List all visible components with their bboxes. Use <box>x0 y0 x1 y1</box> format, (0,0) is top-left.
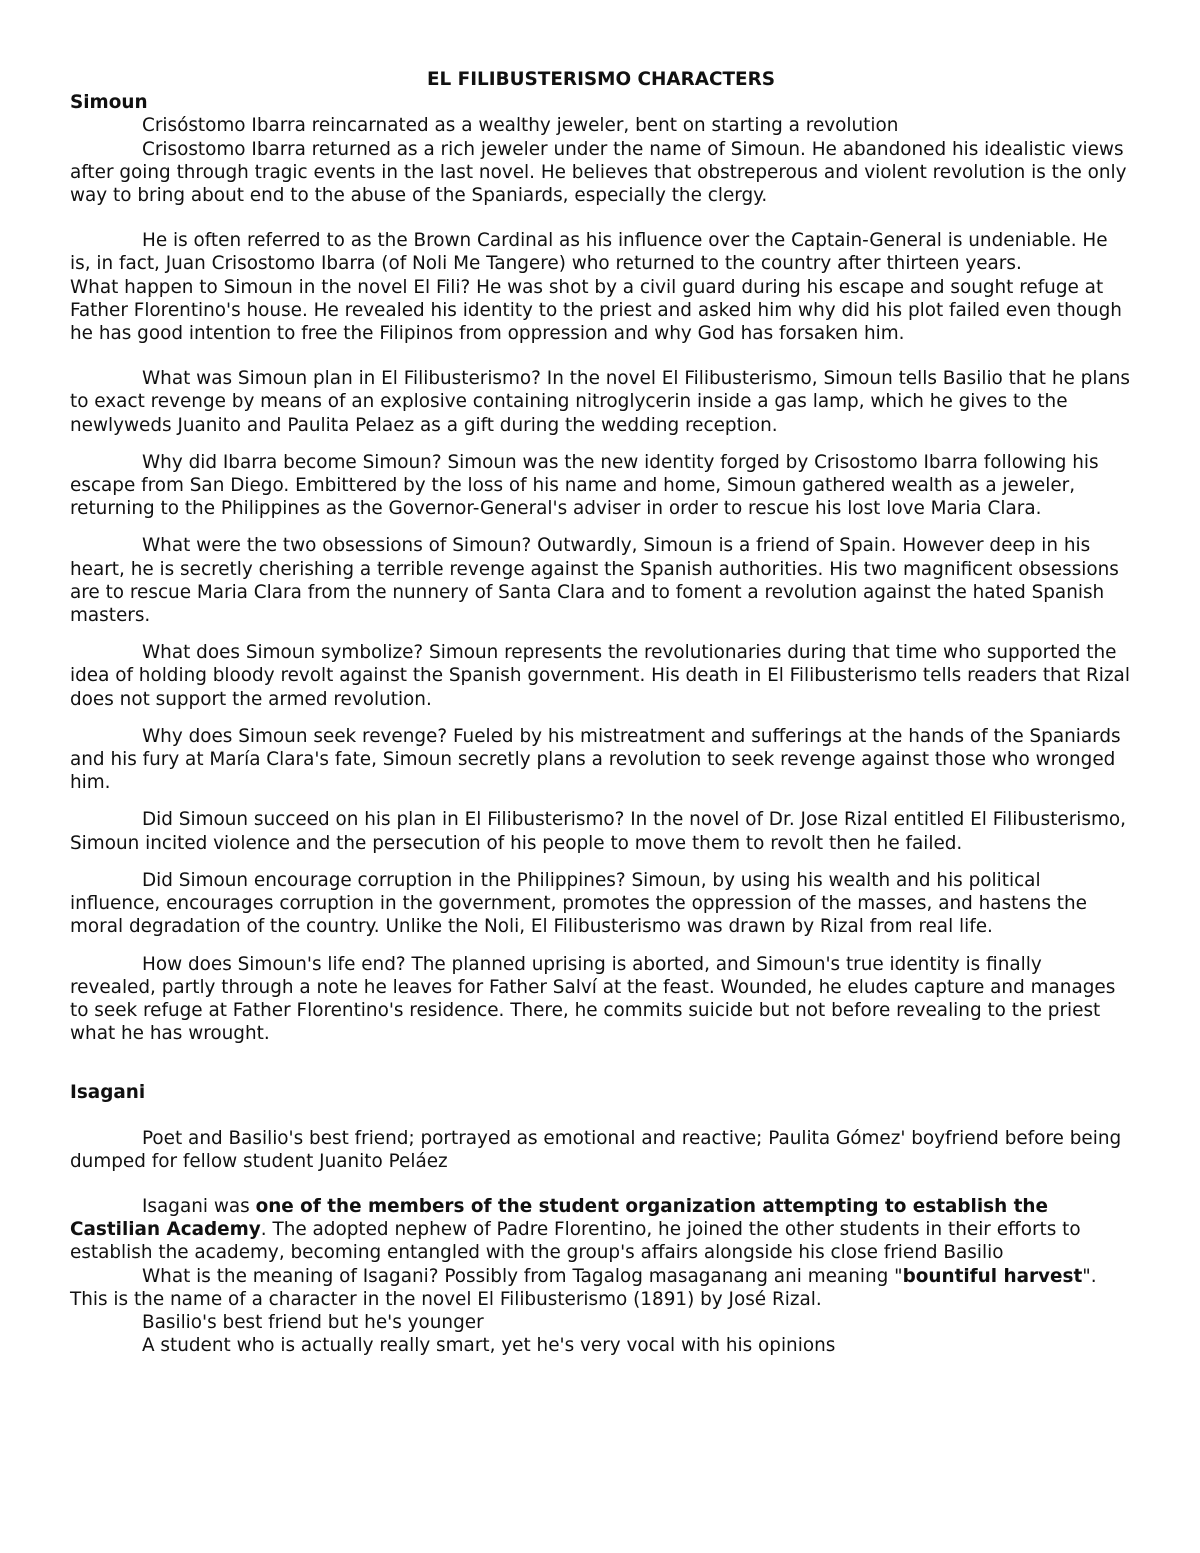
document-page <box>70 68 1132 1357</box>
simoun-paragraph: Why does Simoun seek revenge? Fueled by his mistreatment and sufferings at the hands of the Spaniards and his fury at María Clara's fate, Simoun secretly plans a revolution to seek revenge against those who wronged him. <box>70 725 1121 794</box>
isagani-summary: Poet and Basilio's best friend; portrayed as emotional and reactive; Paulita Gómez' boyfriend before being dumped for fellow student Juanito Peláez <box>70 1127 1122 1172</box>
isagani-p3-bold: bountiful harvest <box>902 1265 1083 1287</box>
simoun-summary: Crisóstomo Ibarra reincarnated as a wealthy jeweler, bent on starting a revolution <box>142 115 899 137</box>
isagani-p3-text: What is the meaning of Isagani? Possibly from Tagalog masaganang ani meaning " <box>142 1265 903 1287</box>
simoun-paragraph: What were the two obsessions of Simoun? Outwardly, Simoun is a friend of Spain. However deep in his heart, he is secretly cherishing a terrible revenge against the Spanish authorities. His two magnificent obsessions are to rescue Maria Clara from the nunnery of Santa Clara and to foment a revolution against the hated Spanish masters. <box>70 535 1119 627</box>
section-heading-isagani: Isagani <box>70 1082 146 1104</box>
isagani-p2-text-end: . The adopted nephew of Padre Florentino, he joined the other students in their efforts to establish the academy, becoming entangled with the group's affairs alongside his close friend Basilio <box>70 1219 1081 1264</box>
section-heading-simoun: Simoun <box>70 92 148 114</box>
simoun-paragraph: What was Simoun plan in El Filibusterismo? In the novel El Filibusterismo, Simoun tells Basilio that he plans to exact revenge by means of an explosive containing nitroglycerin inside a gas lamp, which he gives to the newlyweds Juanito and Paulita Pelaez as a gift during the wedding reception. <box>70 368 1130 436</box>
simoun-paragraph: He is often referred to as the Brown Cardinal as his influence over the Captain-General is undeniable. He is, in fact, Juan Crisostomo Ibarra (of Noli Me Tangere) who returned to the country after thirteen years. <box>70 230 1108 275</box>
simoun-paragraph: What happen to Simoun in the novel El Fili? He was shot by a civil guard during his escape and sought refuge at Father Florentino's house. He revealed his identity to the priest and asked him why did his plot failed even though he has good intention to free the Filipinos from oppression and why God has forsaken him. <box>70 276 1122 345</box>
isagani-paragraph: Basilio's best friend but he's younger <box>142 1311 484 1333</box>
isagani-paragraph <box>70 1195 1132 1265</box>
isagani-paragraph <box>70 1265 1132 1311</box>
simoun-paragraph: Did Simoun encourage corruption in the Philippines? Simoun, by using his wealth and his political influence, encourages corruption in the government, promotes the oppression of the masses, and hastens the moral degradation of the country. Unlike the Noli, El Filibusterismo was drawn by Rizal from real life. <box>70 869 1087 938</box>
isagani-p2-bold: one of the members of the student organization attempting to establish the Castilian Academy <box>70 1195 1048 1241</box>
simoun-paragraph: Why did Ibarra become Simoun? Simoun was the new identity forged by Crisostomo Ibarra following his escape from San Diego. Embittered by the loss of his name and home, Simoun gathered wealth as a jeweler, returning to the Philippines as the Governor-General's adviser in order to rescue his lost love Maria Clara. <box>70 451 1099 520</box>
simoun-paragraph: How does Simoun's life end? The planned uprising is aborted, and Simoun's true identity is finally revealed, partly through a note he leaves for Father Salví at the feast. Wounded, he eludes capture and manages to seek refuge at Father Florentino's residence. There, he commits suicide but not before revealing to the priest what he has wrought. <box>70 953 1116 1045</box>
isagani-p2-text: Isagani was <box>142 1195 256 1217</box>
simoun-paragraph: What does Simoun symbolize? Simoun represents the revolutionaries during that time who supported the idea of holding bloody revolt against the Spanish government. His death in El Filibusterismo tells readers that Rizal does not support the armed revolution. <box>70 642 1130 710</box>
document-title: EL FILIBUSTERISMO CHARACTERS <box>426 69 776 90</box>
simoun-paragraph: Did Simoun succeed on his plan in El Filibusterismo? In the novel of Dr. Jose Rizal entitled El Filibusterismo, Simoun incited violence and the persecution of his people to move them to revolt then he failed. <box>70 809 1127 854</box>
isagani-p3-text-end: ". This is the name of a character in the novel El Filibusterismo (1891) by José Rizal. <box>70 1265 1097 1310</box>
simoun-paragraph: Crisostomo Ibarra returned as a rich jeweler under the name of Simoun. He abandoned his idealistic views after going through tragic events in the last novel. He believes that obstreperous and violent revolution is the only way to bring about end to the abuse of the Spaniards, especially the clergy. <box>70 138 1127 207</box>
isagani-paragraph: A student who is actually really smart, yet he's very vocal with his opinions <box>142 1335 836 1357</box>
